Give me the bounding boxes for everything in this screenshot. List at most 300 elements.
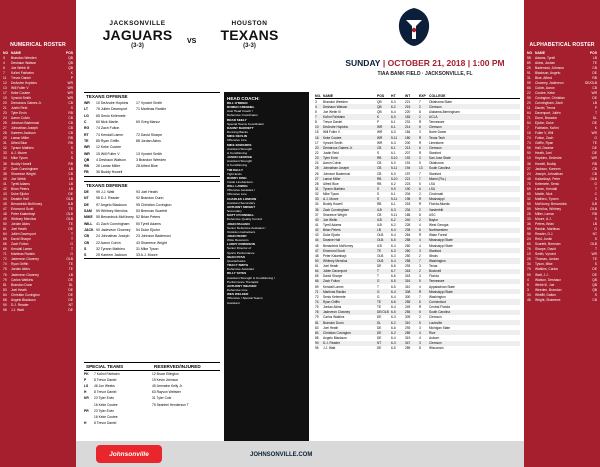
table-cell: Florida: [429, 274, 439, 279]
table-cell: 215: [405, 104, 411, 109]
player-position: OLB: [66, 257, 73, 262]
table-cell: 6-4: [391, 109, 396, 114]
table-cell: ILB: [377, 217, 382, 222]
player-name: Julién Davenport: [11, 232, 36, 237]
coaching-staff: [224, 92, 309, 443]
player-number: 31: [3, 141, 7, 146]
special-player: 23 Tyler Ervin: [94, 408, 115, 413]
table-cell: 184: [405, 130, 411, 135]
table-cell: CB: [377, 212, 382, 217]
coach-role: Offensive Line: [227, 138, 247, 143]
table-cell: 6-3: [391, 315, 396, 320]
roster-row: [524, 141, 600, 146]
player-number: 24: [527, 237, 531, 242]
player-name: Covington, Christian: [535, 95, 565, 100]
player-position: S: [70, 146, 73, 151]
player-number: 32: [527, 196, 531, 201]
player-number: 25: [527, 257, 531, 262]
table-row: [315, 202, 520, 207]
depth-position: WR: [84, 145, 90, 150]
coach-role: Wide Receivers: [227, 238, 249, 243]
table-cell: 22: [315, 150, 319, 155]
table-cell: Dwaine Hall: [323, 238, 341, 243]
texans-logo-icon: [396, 6, 432, 48]
table-cell: 6-6: [391, 264, 396, 269]
roster-row: [524, 186, 600, 191]
table-row: [315, 305, 520, 310]
offense-title: TEXANS OFFENSE: [86, 94, 128, 99]
reserved-player: 12 Bruce Ellington: [152, 372, 179, 377]
starter: 41 Zach Cunningham: [96, 221, 130, 226]
table-cell: 2: [419, 114, 421, 119]
table-cell: 6-1: [391, 125, 396, 130]
table-cell: Angelo Blackson: [323, 336, 347, 341]
player-number: 69: [527, 186, 531, 191]
table-cell: RB: [377, 176, 382, 181]
player-number: 64: [3, 232, 7, 237]
roster-col-header: POS: [377, 94, 385, 98]
table-cell: TE: [377, 248, 382, 253]
player-number: 34: [527, 292, 531, 297]
backup: 88 Jordan Akins: [136, 138, 161, 143]
table-cell: 42: [315, 228, 319, 233]
table-cell: 6-2: [391, 104, 396, 109]
depth-position: LT: [84, 107, 89, 112]
player-position: RB: [592, 161, 597, 166]
table-cell: Mississippi State: [429, 238, 453, 243]
table-cell: QB: [377, 109, 382, 114]
table-cell: 61: [315, 264, 319, 269]
table-cell: 260: [405, 243, 411, 248]
coach-role: Offensive Assistant /: [227, 188, 255, 193]
player-position: S: [594, 237, 597, 242]
table-cell: Alfred Blue: [323, 181, 339, 186]
table-cell: 44: [315, 238, 319, 243]
table-cell: R: [419, 289, 422, 294]
player-number: 4: [527, 277, 529, 282]
table-cell: 8: [419, 212, 421, 217]
starter: 74 Zach Fulton: [96, 126, 120, 131]
player-number: 33: [3, 151, 7, 156]
table-cell: 6-4: [391, 289, 396, 294]
roster-row: [0, 100, 76, 105]
col-no: NO: [3, 50, 9, 55]
table-cell: UCLA: [429, 114, 438, 119]
backup: 3 Brandon Weeden: [136, 157, 167, 162]
player-name: Tyson, Mike: [535, 262, 553, 267]
reserved-player: 31 Tyler Cole: [152, 396, 172, 401]
player-name: Webb III, Joe: [535, 282, 555, 287]
roster-row: [0, 111, 76, 116]
player-number: 19: [3, 95, 7, 100]
player-position: ILB: [592, 201, 597, 206]
player-position: DE: [68, 227, 73, 232]
table-cell: 180: [405, 135, 411, 140]
table-cell: 47: [315, 248, 319, 253]
player-position: WR: [67, 90, 73, 95]
player-name: Brandon Dunn: [11, 282, 33, 287]
coach-name: WILL LAWING: [227, 184, 248, 189]
player-number: 22: [527, 90, 531, 95]
depth-position: MIKE: [84, 215, 93, 220]
table-row: [315, 109, 520, 114]
player-name: Joel Heath: [11, 287, 27, 292]
roster-row: [524, 151, 600, 156]
player-position: DE: [592, 146, 597, 151]
backup: 54 Duke Ejiofor: [136, 227, 160, 232]
roster-row: [524, 196, 600, 201]
table-cell: 7: [419, 258, 421, 263]
table-cell: Connecticut: [429, 300, 446, 305]
table-cell: 88: [315, 336, 319, 341]
coach-role: Assistant Strength: [227, 146, 253, 151]
player-number: 84: [3, 292, 7, 297]
table-cell: Demarcus Gaines Jr.: [323, 145, 353, 150]
player-number: 71: [527, 116, 531, 121]
special-teams-title: SPECIAL TEAMS: [84, 362, 152, 371]
table-cell: 2: [419, 315, 421, 320]
table-cell: WR: [377, 130, 383, 135]
coach-name: ANTHONY WEAVER: [227, 283, 257, 288]
roster-row: [0, 181, 76, 186]
coach-role: Offensive Line: [227, 192, 247, 197]
table-cell: 64: [315, 269, 319, 274]
roster-row: [0, 257, 76, 262]
player-position: DE: [592, 70, 597, 75]
player-name: Sharpe, David: [535, 247, 556, 252]
player-number: 10: [527, 156, 531, 161]
player-name: Watkins, Carlos: [535, 267, 558, 272]
table-cell: 6-5: [391, 310, 396, 315]
table-cell: 4: [419, 243, 421, 248]
roster-row: [524, 116, 600, 121]
col-no: NO: [527, 50, 533, 55]
table-cell: 41: [315, 222, 319, 227]
table-cell: 84: [315, 330, 319, 335]
player-name: Johnathan Joseph: [11, 126, 38, 131]
player-name: Howell, Buddy: [535, 161, 557, 166]
roster-row: [524, 262, 600, 267]
player-name: Joel Heath: [11, 227, 27, 232]
roster-row: [524, 171, 600, 176]
table-row: [315, 335, 520, 340]
table-cell: RB: [377, 202, 382, 207]
player-position: WR: [67, 80, 73, 85]
table-cell: 20: [315, 145, 319, 150]
roster-row: [0, 166, 76, 171]
table-cell: Keke Coutee: [323, 135, 342, 140]
player-name: Moore, A.J.: [535, 217, 552, 222]
coach-role: Quarterbacks: [227, 258, 246, 263]
player-position: RB: [68, 111, 73, 116]
starter: 74 Kendall Lamm: [96, 132, 124, 137]
coach-role: Sports Performance: [227, 250, 255, 255]
coach-name: JOHN PAGANO: [227, 221, 250, 226]
table-cell: Ryan Griffin: [323, 300, 340, 305]
table-cell: 6: [419, 228, 421, 233]
table-cell: 221: [405, 176, 411, 181]
table-cell: DE: [377, 346, 382, 351]
roster-row: [524, 267, 600, 272]
table-cell: R: [419, 120, 422, 125]
roster-row: [0, 131, 76, 136]
table-cell: 289: [405, 346, 411, 351]
special-player: 46 Jon Weeks: [94, 384, 115, 389]
table-cell: Ka'imi Fairbairn: [323, 114, 346, 119]
table-cell: 74: [315, 300, 319, 305]
roster-row: [0, 151, 76, 156]
player-name: Reader, D.J.: [535, 232, 554, 237]
vs-label: VS: [187, 38, 197, 45]
player-number: 27: [527, 166, 531, 171]
roster-row: [0, 201, 76, 206]
table-cell: 76: [315, 310, 319, 315]
coach-name: BILLY YATES: [227, 271, 247, 276]
home-team: [202, 20, 297, 49]
player-number: 27: [3, 126, 7, 131]
table-cell: Stanford: [429, 150, 442, 155]
player-number: 90: [527, 151, 531, 156]
table-row: [315, 320, 520, 325]
coach-name: MIKE EDWARDS: [227, 142, 252, 147]
table-cell: 3: [419, 325, 421, 330]
roster-row: [524, 55, 600, 60]
roster-row: [0, 55, 76, 60]
table-cell: 310: [405, 284, 411, 289]
table-cell: 6-4: [391, 336, 396, 341]
roster-row: [524, 75, 600, 80]
player-number: 74: [527, 136, 531, 141]
table-cell: S: [377, 192, 380, 197]
roster-row: [524, 95, 600, 100]
table-cell: 5-10: [391, 176, 398, 181]
roster-row: [0, 272, 76, 277]
player-name: Bademosi, Johnson: [535, 65, 564, 70]
table-cell: Martinas Rankin: [323, 289, 347, 294]
coach-name: BILL O'BRIEN: [227, 101, 248, 105]
table-cell: Justin Reid: [323, 150, 339, 155]
table-cell: 32: [315, 192, 319, 197]
coach-role: & Conditioning: [227, 150, 248, 155]
table-cell: 7: [315, 114, 317, 119]
table-cell: Florida Atlantic: [429, 202, 450, 207]
table-cell: 7: [419, 171, 421, 176]
table-cell: 6-6: [391, 325, 396, 330]
player-name: Zach Fulton: [11, 242, 29, 247]
roster-row: [524, 201, 600, 206]
roster-col-header: EXP: [419, 94, 426, 98]
player-name: Kendall Lamm: [11, 247, 33, 252]
table-row: [315, 212, 520, 217]
numerical-roster-header: [0, 50, 76, 55]
player-number: 17: [3, 90, 7, 95]
table-cell: 194: [405, 166, 411, 171]
roster-row: [524, 60, 600, 65]
player-name: A.J. Moore: [11, 151, 27, 156]
table-cell: Joe Webb: [323, 217, 338, 222]
coach-name: LARRY ROBINSON: [227, 242, 256, 247]
table-cell: Shareece Wright: [323, 212, 347, 217]
table-row: [315, 99, 520, 104]
table-cell: 96: [315, 346, 319, 351]
roster-col-header: HT: [391, 94, 396, 98]
home-record: (3-3): [243, 43, 256, 49]
player-number: 3: [3, 55, 5, 60]
depth-line: [84, 169, 220, 175]
table-cell: Kendall Lamm: [323, 284, 344, 289]
player-number: 13: [3, 85, 7, 90]
table-cell: OLB: [377, 258, 384, 263]
starter: 85 Ryan Griffin: [96, 138, 120, 143]
player-number: 72: [3, 257, 7, 262]
roster-row: [524, 90, 600, 95]
table-cell: Clemson: [429, 104, 442, 109]
starter: 22 Aaron Colvin: [96, 240, 121, 245]
table-cell: 6-1: [391, 202, 396, 207]
roster-row: [524, 247, 600, 252]
table-cell: 6-4: [391, 233, 396, 238]
player-position: K: [594, 126, 597, 131]
table-cell: Vanderbilt: [429, 207, 444, 212]
coach-role: Assistant Secondary: [227, 200, 256, 205]
roster-row: [0, 277, 76, 282]
table-cell: CB: [377, 171, 382, 176]
player-number: 58: [527, 55, 531, 60]
roster-row: [0, 146, 76, 151]
table-cell: 6-3: [391, 99, 396, 104]
table-cell: 264: [405, 233, 411, 238]
player-name: Davenport, Julién: [535, 111, 561, 116]
player-name: J.J. Watt: [11, 307, 24, 312]
reserved-list: [152, 371, 220, 426]
table-cell: A.J. Moore: [323, 197, 339, 202]
roster-col-header: WT: [405, 94, 411, 98]
depth-position: FB: [84, 170, 89, 175]
coach-role: Outside Linebackers: [227, 229, 256, 234]
backup: 31 Mike Tyson: [136, 246, 159, 251]
table-cell: Duke Ejiofor: [323, 233, 341, 238]
table-row: [315, 264, 520, 269]
coach-role: Tight Ends: [227, 171, 242, 176]
table-cell: 213: [405, 145, 411, 150]
player-number: 66: [3, 242, 7, 247]
coach-role: Defensive Quality Control: [227, 217, 263, 222]
player-position: DE: [592, 272, 597, 277]
backup: 50 Tyrell Adams: [136, 221, 161, 226]
roster-row: [524, 287, 600, 292]
player-name: Heath, Joel: [535, 151, 552, 156]
table-cell: 185: [405, 212, 411, 217]
backup: 93 Joel Heath: [136, 190, 158, 195]
player-position: DE/OLB: [585, 80, 598, 85]
player-number: 61: [3, 227, 7, 232]
special-player: 7 Ka'imi Fairbairn: [94, 372, 120, 377]
table-cell: 8: [315, 120, 317, 125]
table-row: [315, 289, 520, 294]
table-row: [315, 166, 520, 171]
table-cell: 258: [405, 258, 411, 263]
table-cell: DL: [377, 320, 382, 325]
table-cell: 250: [405, 253, 411, 258]
special-position: PK: [84, 372, 89, 377]
table-cell: Illinois: [429, 253, 438, 258]
depth-position: QB: [84, 157, 90, 162]
roster-row: [524, 232, 600, 237]
coach-role: Offensive / Special Teams: [227, 296, 263, 301]
player-number: 59: [527, 206, 531, 211]
player-position: T: [594, 186, 597, 191]
player-number: 95: [527, 95, 531, 100]
player-name: Benardrick McKinney: [11, 201, 43, 206]
player-name: Fuller V, Will: [535, 131, 554, 136]
player-number: 89: [527, 60, 531, 65]
roster-row: [0, 307, 76, 312]
table-cell: R: [419, 135, 422, 140]
table-cell: 81: [315, 320, 319, 325]
table-cell: 6-5: [391, 279, 396, 284]
table-cell: P: [377, 120, 380, 125]
player-name: Thomas, Jordan: [535, 257, 559, 262]
table-cell: 4: [419, 330, 421, 335]
roster-row: [524, 272, 600, 277]
player-name: Dunn, Brandon: [535, 116, 558, 121]
player-number: 11: [3, 75, 7, 80]
table-cell: Trevor Daniel: [323, 120, 343, 125]
table-cell: David Sharpe: [323, 274, 343, 279]
player-position: C: [594, 191, 597, 196]
table-cell: K: [377, 114, 380, 119]
roster-row: [0, 217, 76, 222]
table-row: [315, 176, 520, 181]
table-cell: LSU: [429, 181, 436, 186]
table-cell: RB: [377, 156, 382, 161]
player-number: 47: [3, 206, 7, 211]
table-cell: Joel Heath: [323, 264, 339, 269]
player-number: 64: [527, 111, 531, 116]
table-cell: ILB: [377, 207, 382, 212]
table-cell: 221: [405, 99, 411, 104]
player-name: Martinas Rankin: [11, 252, 35, 257]
table-cell: 3: [419, 264, 421, 269]
table-row: [315, 341, 520, 346]
table-cell: Oklahoma: [429, 161, 444, 166]
player-number: 24: [3, 116, 7, 121]
table-row: [315, 248, 520, 253]
table-row: [315, 120, 520, 125]
player-position: CB: [592, 85, 597, 90]
table-row: [315, 274, 520, 279]
table-cell: 319: [405, 336, 411, 341]
player-name: D.J. Reader: [11, 302, 29, 307]
table-cell: 10: [315, 125, 319, 130]
backup: 92 Brandon Dunn: [136, 196, 164, 201]
table-cell: Brandon Dunn: [323, 320, 344, 325]
table-row: [315, 161, 520, 166]
roster-rows: [315, 99, 520, 351]
roster-row: [0, 90, 76, 95]
roster-row: [524, 222, 600, 227]
player-number: 21: [3, 105, 7, 110]
table-cell: Jadeveon Clowney: [323, 310, 350, 315]
table-cell: Johnathan Joseph: [323, 166, 350, 171]
player-number: 42: [3, 186, 7, 191]
table-cell: 7: [419, 294, 421, 299]
special-teams-section: [84, 362, 220, 426]
table-cell: 6: [419, 300, 421, 305]
player-position: ILB: [68, 201, 73, 206]
player-name: Angelo Blackson: [11, 297, 36, 302]
table-cell: 6-0: [391, 114, 396, 119]
